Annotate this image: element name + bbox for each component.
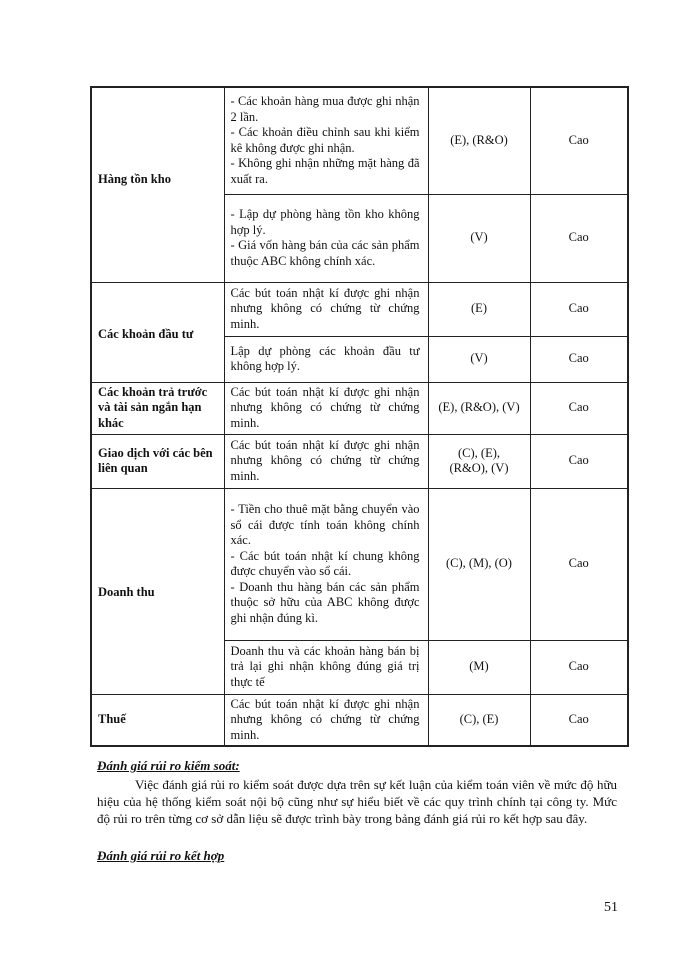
risk-description [224,87,428,194]
risk-level: Cao [530,694,628,746]
description-line: - Tiền cho thuê mặt bằng chuyển vào sổ cái được tính toán không chính xác. [230,502,420,547]
risk-description [224,488,428,640]
table-row [91,694,628,746]
assertion-code: (M) [428,640,530,694]
risk-level: Cao [530,640,628,694]
risk-description [224,434,428,488]
description-line: Các bút toán nhật kí được ghi nhận nhưng không có chứng từ chứng minh. [230,696,420,742]
risk-level: Cao [530,434,628,488]
description-line: Các bút toán nhật kí được ghi nhận nhưng không có chứng từ chứng minh. [230,437,420,483]
account-name: Doanh thu [91,488,224,694]
account-name: Các khoản đầu tư [91,282,224,382]
risk-level: Cao [530,87,628,194]
table-row [91,87,628,194]
risk-description [224,640,428,694]
risk-level: Cao [530,282,628,336]
assertion-code: (E) [428,282,530,336]
table-row [91,382,628,434]
table-row [91,488,628,640]
table-row [91,434,628,488]
page-number: 51 [604,900,618,915]
risk-level: Cao [530,382,628,434]
account-name: Giao dịch với các bên liên quan [91,434,224,488]
risk-description [224,282,428,336]
description-line: Doanh thu và các khoản hàng bán bị trả lại ghi nhận không đúng giá trị thực tế [230,643,420,689]
risk-description [224,694,428,746]
assertion-code: (V) [428,194,530,282]
description-line: Các bút toán nhật kí được ghi nhận nhưng không có chứng từ chứng minh. [230,285,420,331]
risk-assessment-table [90,86,629,747]
risk-level: Cao [530,336,628,382]
assertion-code: (E), (R&O) [428,87,530,194]
description-line: - Các bút toán nhật kí chung không được chuyển vào sổ cái. [230,548,420,578]
control-risk-heading: Đánh giá rủi ro kiểm soát: [97,758,240,773]
risk-description [224,336,428,382]
account-name: Thuế [91,694,224,746]
description-line: - Giá vốn hàng bán của các sản phẩm thuộc ABC không chính xác. [230,238,420,268]
assertion-code: (C), (E) [428,694,530,746]
assertion-code: (E), (R&O), (V) [428,382,530,434]
risk-description [224,194,428,282]
risk-level: Cao [530,488,628,640]
description-line: - Doanh thu hàng bán các sản phẩm thuộc sở hữu của ABC không được ghi nhận đúng kì. [230,579,420,625]
description-line: Các bút toán nhật kí được ghi nhận nhưng không có chứng từ chứng minh. [230,384,420,430]
description-line: - Các khoản hàng mua được ghi nhận 2 lần. [230,94,420,124]
account-name: Các khoản trả trước và tài sản ngắn hạn khác [91,382,224,434]
assertion-code: (C), (E), (R&O), (V) [428,434,530,488]
table-row [91,282,628,336]
description-line: Lập dự phòng các khoản đầu tư không hợp lý. [230,343,420,373]
risk-description [224,382,428,434]
assertion-code: (V) [428,336,530,382]
risk-level: Cao [530,194,628,282]
description-line: - Không ghi nhận những mặt hàng đã xuất ra. [230,156,420,186]
description-line: - Lập dự phòng hàng tồn kho không hợp lý. [230,207,420,237]
assertion-code: (C), (M), (O) [428,488,530,640]
account-name: Hàng tồn kho [91,87,224,282]
control-risk-paragraph: Việc đánh giá rủi ro kiểm soát được dựa trên sự kết luận của kiểm toán viên về mức độ hữu hiệu của hệ thống kiểm soát nội bộ cũng như sự hiểu biết về các quy trình chính tại công ty. Mức độ rủi ro trên từng cơ sở dẫn liệu sẽ được trình bày trong bảng đánh giá rủi ro kết hợp sau đây. [97,777,617,826]
description-line: - Các khoản điều chỉnh sau khi kiểm kê không được ghi nhận. [230,125,420,155]
combined-risk-heading: Đánh giá rủi ro kết hợp [97,848,225,863]
